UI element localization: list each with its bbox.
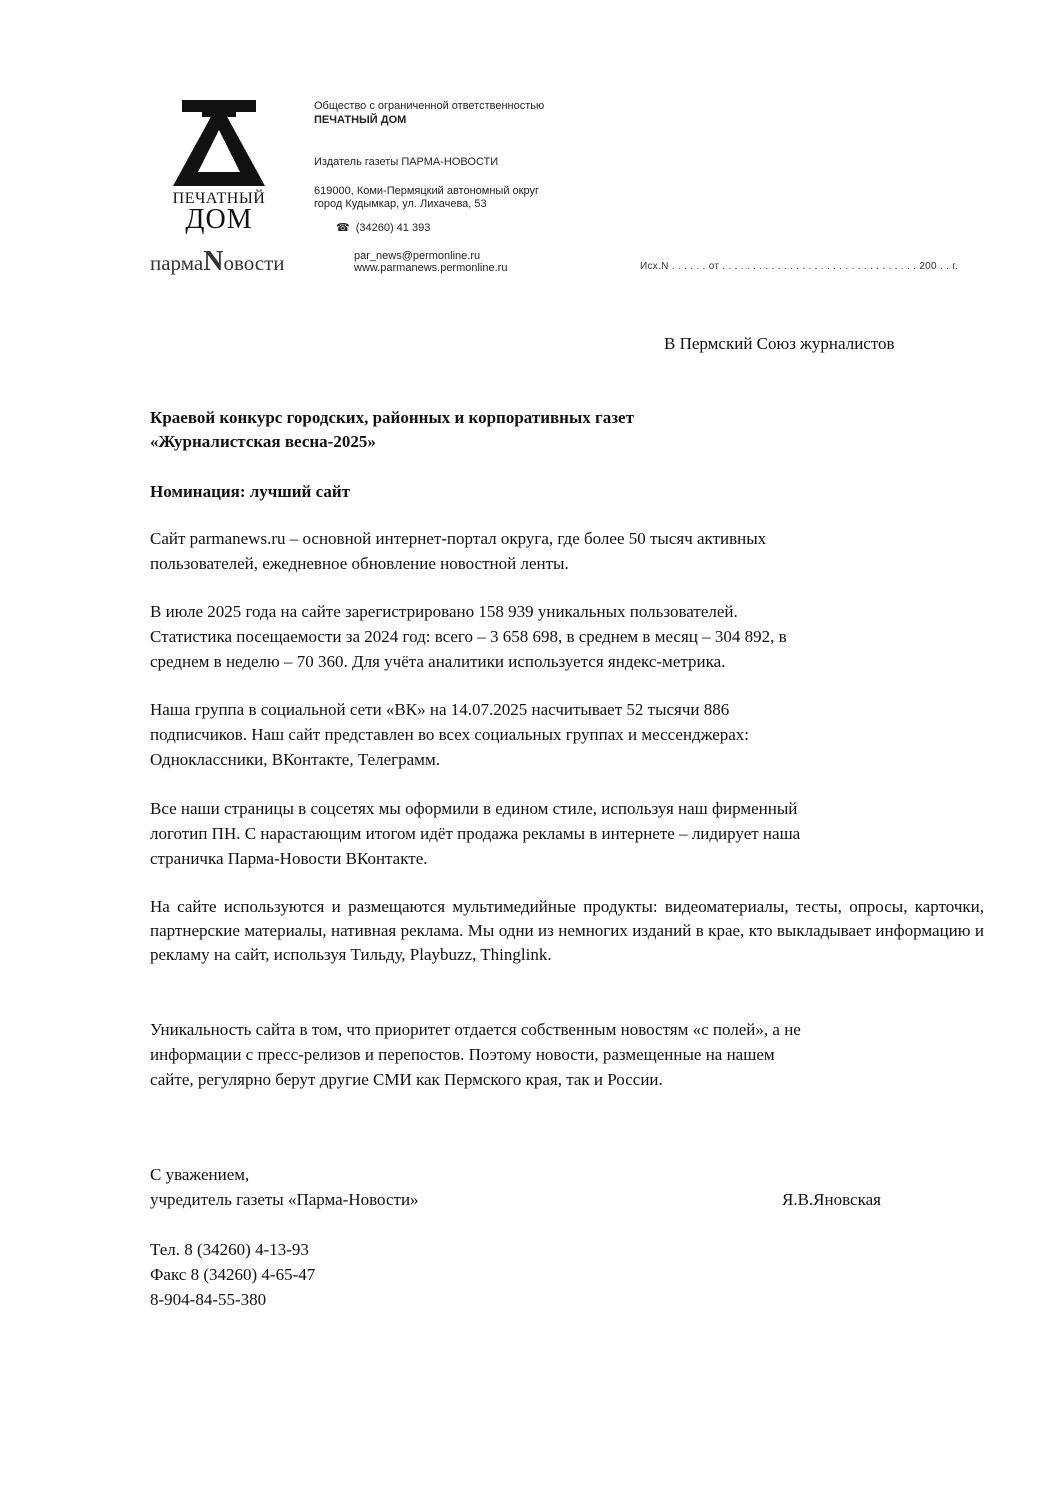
logo-parma-text: парма [150,251,204,275]
p3-line-3: Одноклассники, ВКонтакте, Телеграмм. [150,750,440,769]
website-line: www.parmanews.permonline.ru [354,262,508,274]
p2-line-3: среднем в неделю – 70 360. Для учёта аналитики используется яндекс-метрика. [150,652,726,671]
contact-mobile: 8-904-84-55-380 [150,1290,267,1309]
p3-line-2: подписчиков. Наш сайт представлен во всех социальных группах и мессенджерах: [150,725,750,744]
publisher-line: Издатель газеты ПАРМА-НОВОСТИ [314,156,499,168]
title-line-1: Краевой конкурс городских, районных и корпоративных газет [150,408,634,427]
p2-line-2: Статистика посещаемости за 2024 год: всего – 3 658 698, в среднем в месяц – 304 892, в [150,627,787,646]
logo-text-pechatny: ПЕЧАТНЫЙ [172,190,266,207]
address-line-2: город Кудымкар, ул. Лихачева, 53 [314,198,487,210]
phone-icon: ☎ [336,222,350,234]
p6-line-1: Уникальность сайта в том, что приоритет отдается собственным новостям «с полей», а не [150,1020,801,1039]
p2-line-1: В июле 2025 года на сайте зарегистрировано 158 939 уникальных пользователей. [150,602,738,621]
contact-tel: Тел. 8 (34260) 4-13-93 [150,1240,309,1259]
company-type: Общество с ограниченной ответственностью [314,100,545,112]
recipient: В Пермский Союз журналистов [664,334,895,353]
contact-fax: Факс 8 (34260) 4-65-47 [150,1265,316,1284]
email-line: par_news@permonline.ru [354,250,481,262]
logo-n-letter: N [203,246,224,277]
outgoing-ref-line: Исх.N . . . . . . от . . . . . . . . . . . . . . . . . . . . . . . . . . . . . . . . 200 . . г. [640,261,959,272]
logo-novosti-text: овости [223,251,285,275]
p5-paragraph: На сайте используются и размещаются мультимедийные продукты: видеоматериалы, тесты, опросы, карточки, партнерские материалы, нативная реклама. Мы одни из немногих изданий в крае, кто выкладывает информацию и рекламу на сайт, используя Тильду, Playbuzz, Thinglink. [150,897,984,964]
p1-line-1: Сайт parmanews.ru – основной интернет-портал округа, где более 50 тысяч активных [150,529,767,548]
signature-name: Я.В.Яновская [782,1190,881,1209]
phone-line [336,222,430,235]
p4-line-3: страничка Парма-Новости ВКонтакте. [150,849,428,868]
p4-line-2: логотип ПН. С нарастающим итогом идёт продажа рекламы в интернете – лидирует наша [150,824,801,843]
signature-greeting: С уважением, [150,1165,250,1184]
company-name: ПЕЧАТНЫЙ ДОМ [314,114,407,126]
p6-line-3: сайте, регулярно берут другие СМИ как Пермского края, так и России. [150,1070,663,1089]
nomination: Номинация: лучший сайт [150,482,350,501]
p3-line-1: Наша группа в социальной сети «ВК» на 14.07.2025 насчитывает 52 тысячи 886 [150,700,730,719]
p6-line-2: информации с пресс-релизов и перепостов. Поэтому новости, размещенные на нашем [150,1045,775,1064]
signature-role: учредитель газеты «Парма-Новости» [150,1190,419,1209]
title-line-2: «Журналистская весна-2025» [150,432,376,451]
phone-number: (34260) 41 393 [355,222,431,234]
logo-text-dom: ДОМ [185,204,253,235]
parma-novosti-logo [150,246,284,278]
p1-line-2: пользователей, ежедневное обновление новостной ленты. [150,554,569,573]
address-line-1: 619000, Коми-Пермяцкий автономный округ [314,185,539,197]
pechatny-dom-logo-icon [172,100,266,186]
p4-line-1: Все наши страницы в соцсетях мы оформили в едином стиле, используя наш фирменный [150,799,798,818]
